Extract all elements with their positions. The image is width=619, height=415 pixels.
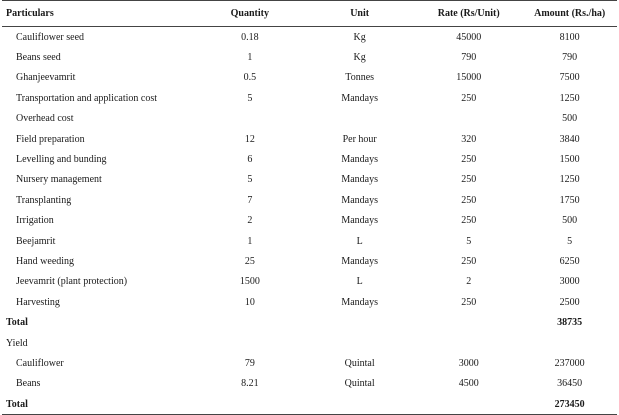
rate-cell: 250: [461, 194, 477, 206]
particular-cell: Transplanting: [16, 194, 72, 206]
amount-cell: 790: [562, 52, 578, 64]
total-yield-label: Total: [2, 394, 195, 415]
unit-cell: Quintal: [344, 357, 375, 369]
header-particulars: Particulars: [2, 1, 195, 27]
amount-cell: 8100: [559, 31, 580, 43]
amount-cell: 1250: [559, 174, 580, 186]
table-row: [2, 170, 617, 190]
rate-cell: 2: [466, 276, 472, 288]
total-cost-row: [2, 312, 617, 332]
rate-cell: 250: [461, 92, 477, 104]
table-row: [2, 190, 617, 210]
unit-cell: Kg: [353, 52, 366, 64]
header-rate: Rate (Rs/Unit): [415, 1, 522, 27]
unit-cell: Mandays: [341, 255, 378, 267]
rate-cell: 250: [461, 255, 477, 267]
amount-cell: 500: [562, 113, 578, 125]
amount-cell: 3840: [559, 133, 580, 145]
amount-cell: 1250: [559, 92, 580, 104]
total-cost-label: Total: [6, 317, 28, 329]
table-row: [2, 231, 617, 251]
particular-cell: Field preparation: [16, 133, 85, 145]
table-row: [2, 27, 617, 48]
quantity-cell: 5: [247, 92, 253, 104]
rate-cell: [415, 109, 522, 129]
amount-cell: 6250: [559, 255, 580, 267]
quantity-cell: 25: [244, 255, 255, 267]
particular-cell: Cauliflower: [16, 357, 64, 369]
unit-cell: Mandays: [341, 296, 378, 308]
particular-cell: Nursery management: [16, 174, 102, 186]
total-yield-amount: 273450: [522, 394, 617, 415]
yield-label: Yield: [6, 337, 28, 349]
quantity-cell: 1500: [239, 276, 260, 288]
particular-cell: Transportation and application cost: [16, 92, 157, 104]
quantity-cell: 0.5: [243, 72, 257, 84]
unit-cell: L: [356, 276, 363, 288]
rate-cell: 320: [461, 133, 477, 145]
table-row: [2, 129, 617, 149]
rate-cell: 3000: [458, 357, 479, 369]
particular-cell: Beans seed: [16, 52, 61, 64]
quantity-cell: 7: [247, 194, 253, 206]
unit-cell: L: [356, 235, 363, 247]
particular-cell: Irrigation: [16, 215, 54, 227]
amount-cell: 5: [567, 235, 573, 247]
quantity-cell: 8.21: [241, 378, 259, 390]
table-row: [2, 353, 617, 373]
cost-table: [2, 0, 617, 415]
rate-cell: 790: [461, 52, 477, 64]
table-row: [2, 88, 617, 108]
header-quantity: Quantity: [195, 1, 304, 27]
amount-cell: 36450: [557, 378, 583, 390]
unit-cell: [304, 109, 415, 129]
particular-cell: Beans: [16, 378, 41, 390]
unit-cell: Mandays: [341, 174, 378, 186]
header-row: [2, 1, 617, 27]
rate-cell: 250: [461, 154, 477, 166]
rate-cell: 250: [461, 174, 477, 186]
table-row: [2, 109, 617, 129]
table-row: [2, 68, 617, 88]
unit-cell: Quintal: [344, 378, 375, 390]
quantity-cell: 0.18: [241, 31, 259, 43]
quantity-cell: [195, 109, 304, 129]
quantity-cell: 1: [247, 235, 253, 247]
quantity-cell: 5: [247, 174, 253, 186]
amount-cell: 1750: [559, 194, 580, 206]
quantity-cell: 12: [244, 133, 255, 145]
table-row: [2, 292, 617, 312]
quantity-cell: 6: [247, 154, 253, 166]
rate-cell: 250: [461, 215, 477, 227]
quantity-cell: 1: [247, 52, 253, 64]
amount-cell: 1500: [559, 154, 580, 166]
table-row: [2, 47, 617, 67]
table-row: [2, 374, 617, 394]
particular-cell: Cauliflower seed: [16, 31, 85, 43]
quantity-cell: 2: [247, 215, 253, 227]
header-amount: Amount (Rs./ha): [522, 1, 617, 27]
unit-cell: Mandays: [341, 92, 378, 104]
particular-cell: Hand weeding: [16, 255, 75, 267]
table-row: [2, 272, 617, 292]
table-row: [2, 211, 617, 231]
quantity-cell: 10: [244, 296, 255, 308]
quantity-cell: 79: [244, 357, 255, 369]
rate-cell: 15000: [456, 72, 482, 84]
amount-cell: 2500: [559, 296, 580, 308]
particular-cell: Beejamrit: [16, 235, 56, 247]
particular-cell: Jeevamrit (plant protection): [16, 276, 128, 288]
rate-cell: 5: [466, 235, 472, 247]
unit-cell: Mandays: [341, 154, 378, 166]
amount-cell: 237000: [554, 357, 585, 369]
rate-cell: 250: [461, 296, 477, 308]
particular-cell: Overhead cost: [16, 113, 74, 125]
header-unit: Unit: [304, 1, 415, 27]
unit-cell: Per hour: [342, 133, 377, 145]
amount-cell: 500: [562, 215, 578, 227]
rate-cell: 45000: [456, 31, 482, 43]
unit-cell: Mandays: [341, 194, 378, 206]
amount-cell: 7500: [559, 72, 580, 84]
total-cost-amount: 38735: [557, 317, 583, 329]
unit-cell: Mandays: [341, 215, 378, 227]
rate-cell: 4500: [458, 378, 479, 390]
particular-cell: Ghanjeevamrit: [16, 72, 76, 84]
amount-cell: 3000: [559, 276, 580, 288]
table-row: [2, 149, 617, 169]
particular-cell: Levelling and bunding: [16, 154, 107, 166]
unit-cell: Kg: [353, 31, 366, 43]
unit-cell: Tonnes: [345, 72, 375, 84]
yield-section-row: [2, 333, 617, 353]
particular-cell: Harvesting: [16, 296, 60, 308]
table-row: [2, 251, 617, 271]
